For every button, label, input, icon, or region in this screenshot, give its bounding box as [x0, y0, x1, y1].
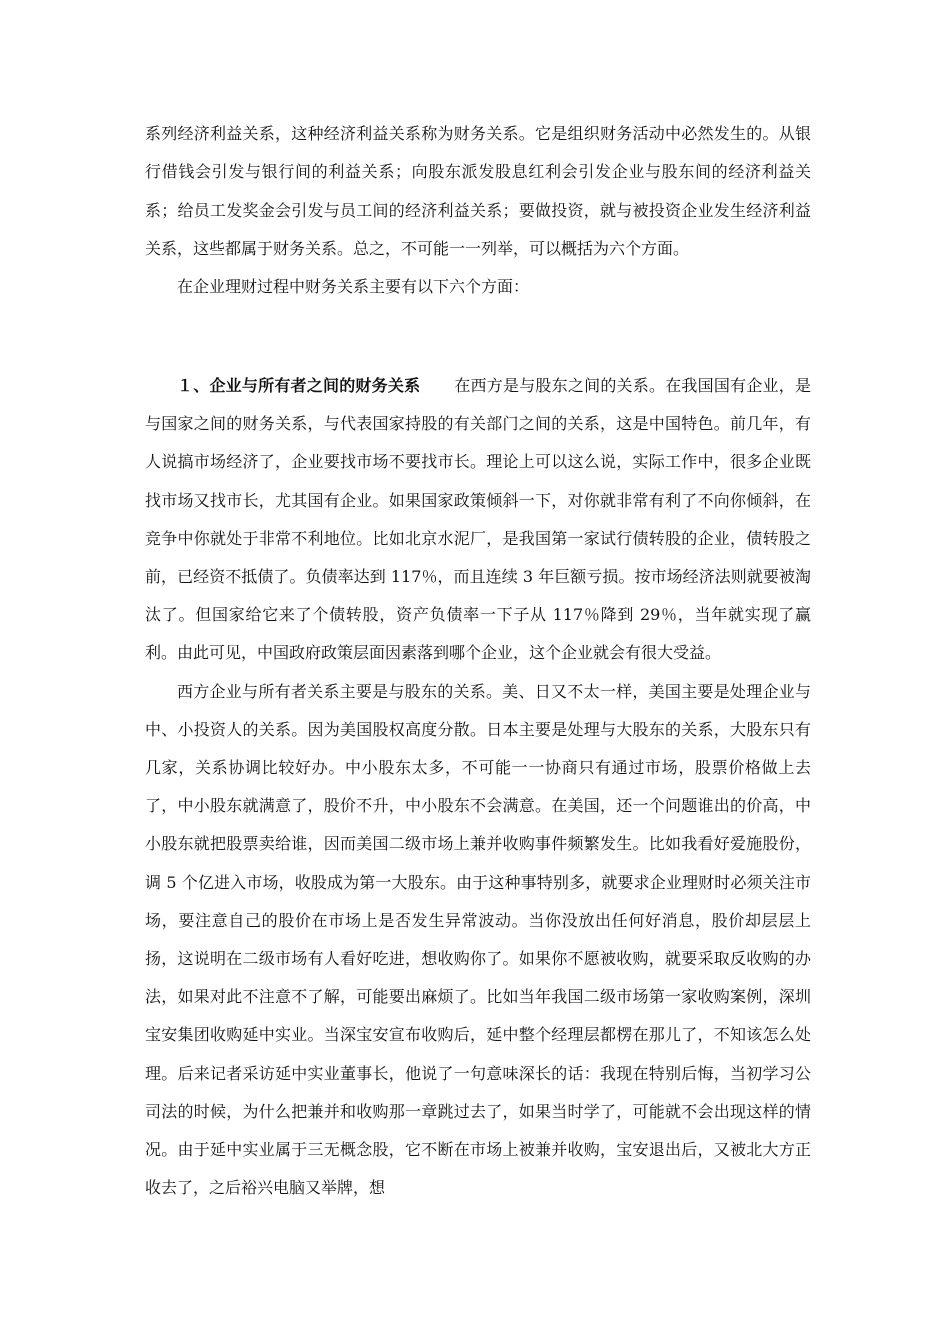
- section-1-heading: １、企业与所有者之间的财务关系: [177, 376, 421, 395]
- intro-paragraph: 系列经济利益关系，这种经济利益关系称为财务关系。它是组织财务活动中必然发生的。从银行借钱会引发与银行间的利益关系；向股东派发股息红利会引发企业与股东间的经济利益关系；给员工发奖金会引发与员工间的经济利益关系；要做投资，就与被投资企业发生经济利益关系，这些都属于财务关系。总之，不可能一一列举，可以概括为六个方面。: [145, 124, 811, 258]
- document-top-section: [145, 115, 811, 306]
- document-main-section: [145, 367, 811, 1207]
- west-owners-paragraph: 西方企业与所有者关系主要是与股东的关系。美、日又不太一样，美国主要是处理企业与中、小投资人的关系。因为美国股权高度分散。日本主要是处理与大股东的关系，大股东只有几家，关系协调比较好办。中小股东太多，不可能一一协商只有通过市场，股票价格做上去了，中小股东就满意了，股价不升，中小股东不会满意。在美国，还一个问题谁出的价高，中小股东就把股票卖给谁，因而美国二级市场上兼并收购事件频繁发生。比如我看好爱施股份，调 5 个亿进入市场，收股成为第一大股东。由于这种事特别多，就要求企业理财时必须关注市场，要注意自己的股价在市场上是否发生异常波动。当你没放出任何好消息，股价却层层上扬，这说明在二级市场有人看好吃进，想收购你了。如果你不愿被收购，就要采取反收购的办法，如果对此不注意不了解，可能要出麻烦了。比如当年我国二级市场第一家收购案例，深圳宝安集团收购延中实业。当深宝安宣布收购后，延中整个经理层都楞在那儿了，不知该怎么处理。后来记者采访延中实业董事长，他说了一句意味深长的话：我现在特别后悔，当初学习公司法的时候，为什么把兼并和收购那一章跳过去了，如果当时学了，可能就不会出现这样的情况。由于延中实业属于三无概念股，它不断在市场上被兼并收购，宝安退出后，又被北大方正收去了，之后裕兴电脑又举牌，想: [145, 681, 811, 1198]
- section-1-body: 在西方是与股东之间的关系。在我国国有企业，是与国家之间的财务关系，与代表国家持股的有关部门之间的关系，这是中国特色。前几年，有人说搞市场经济了，企业要找市场不要找市长。理论上可以这么说，实际工作中，很多企业既找市场又找市长，尤其国有企业。如果国家政策倾斜一下，对你就非常有利了不向你倾斜，在竞争中你就处于非常不利地位。比如北京水泥厂，是我国第一家试行债转股的企业，债转股之前，已经资不抵债了。负债率达到 117％，而且连续 3 年巨额亏损。按市场经济法则就要被淘汰了。但国家给它来了个债转股，资产负债率一下子从 117％降到 29％，当年就实现了赢利。由此可见，中国政府政策层面因素落到哪个企业，这个企业就会有很大受益。: [145, 376, 811, 663]
- summary-line: 在企业理财过程中财务关系主要有以下六个方面：: [177, 277, 530, 297]
- section-1-paragraph: [145, 367, 811, 673]
